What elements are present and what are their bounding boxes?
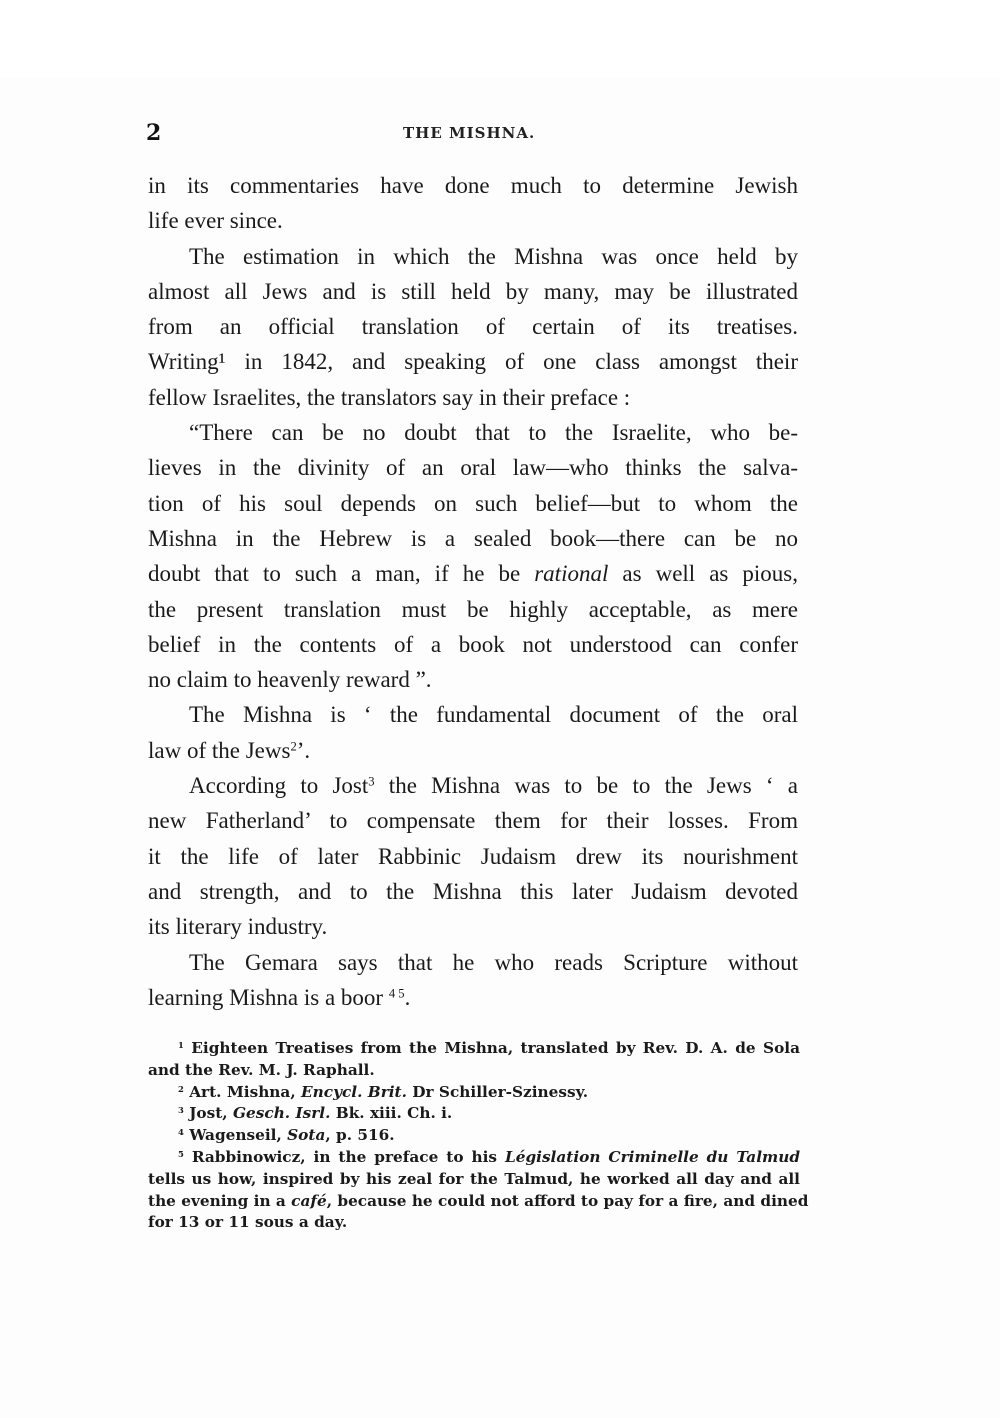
footnote-text: Jost, (189, 1104, 233, 1123)
footnotes (148, 1038, 809, 1234)
footnote-text: Dr Schiller-Szinessy. (406, 1082, 589, 1101)
text-line: belief in the contents of a book not understood can confer (148, 631, 798, 657)
footnote-5 (148, 1147, 800, 1169)
text-line: fellow Israelites, the translators say in their preface : (148, 384, 631, 410)
footnote-text: Wagenseil, (189, 1126, 288, 1145)
text-line: tion of his soul depends on such belief—but to whom the (148, 490, 798, 516)
footnote-ref[interactable]: 4 5 (388, 986, 405, 1001)
footnote-marker: 1 (178, 1039, 184, 1050)
text-line: no claim to heavenly reward ”. (148, 667, 432, 693)
footnote-marker: 3 (178, 1105, 184, 1116)
text-run: ’. (296, 737, 311, 763)
footnote-marker: 5 (178, 1148, 184, 1159)
text-run: . (404, 984, 411, 1010)
text-line-mixed (148, 980, 798, 1015)
text-line-mixed (148, 556, 798, 591)
italic-run: rational (534, 561, 609, 587)
footnote-text: Art. Mishna, (189, 1082, 301, 1101)
text-line-mixed (148, 733, 798, 768)
text-line: The Mishna is ‘ the fundamental document of the oral (189, 702, 798, 728)
page-number: 2 (146, 120, 162, 146)
text-run: doubt that to such a man, if he be (148, 561, 521, 587)
footnote-2 (148, 1082, 800, 1104)
text-run: learning Mishna is a boor (148, 984, 389, 1010)
footnote-5-cont (148, 1191, 809, 1213)
text-line: Mishna in the Hebrew is a sealed book—there can be no (148, 525, 798, 551)
paragraph (148, 768, 798, 944)
text-line-mixed (148, 768, 798, 803)
footnote-marker: 4 (178, 1127, 184, 1138)
footnote-5-cont: for 13 or 11 sous a day. (148, 1213, 348, 1232)
paragraph (148, 239, 798, 415)
text-line: The Gemara says that he who reads Scripture without (189, 949, 798, 975)
footnote-italic: Sota (287, 1126, 326, 1145)
text-line: Writing¹ in 1842, and speaking of one class amongst their (148, 349, 798, 375)
footnote-italic: Encycl. Brit. (301, 1082, 407, 1101)
footnote-1-cont: and the Rev. M. J. Raphall. (148, 1060, 375, 1079)
footnote-marker: 2 (178, 1083, 184, 1094)
text-run: According to Jost (189, 773, 369, 799)
paragraph (148, 168, 798, 239)
footnote-text: , p. 516. (325, 1126, 395, 1145)
text-line: new Fatherland’ to compensate them for their losses. From (148, 808, 798, 834)
text-line: it the life of later Rabbinic Judaism drew its nourishment (148, 843, 798, 869)
paragraph (148, 945, 798, 1016)
footnote-ref[interactable]: 2 (290, 739, 297, 754)
text-run: law of the Jews (148, 737, 291, 763)
footnote-text: the evening in a (148, 1191, 292, 1210)
text-line: “There can be no doubt that to the Israelite, who be- (189, 420, 798, 446)
footnote-text: Eighteen Treatises from the Mishna, translated by Rev. D. A. de Sola (191, 1039, 800, 1057)
text-line: almost all Jews and is still held by many, may be illustrated (148, 278, 798, 304)
text-run: as well as pious, (622, 561, 798, 587)
footnote-italic: Législation Criminelle du Talmud (504, 1147, 801, 1166)
text-line: life ever since. (148, 208, 283, 234)
footnote-text: Rabbinowicz, in the preface to his (191, 1147, 505, 1166)
text-line: the present translation must be highly acceptable, as mere (148, 596, 798, 622)
text-line: lieves in the divinity of an oral law—who thinks the salva- (148, 455, 798, 481)
text-line: its literary industry. (148, 914, 328, 940)
text-run: the Mishna was to be to the Jews ‘ a (374, 773, 798, 799)
text-line: The estimation in which the Mishna was once held by (189, 243, 798, 269)
footnote-italic: café (291, 1191, 327, 1210)
text-line: in its commentaries have done much to determine Jewish (148, 173, 798, 198)
footnote-3 (148, 1103, 800, 1125)
footnote-italic: Gesch. Isrl. (232, 1104, 331, 1123)
quotation-paragraph (148, 415, 798, 697)
footnote-text: , because he could not afford to pay for a fire, and dined (326, 1191, 809, 1210)
body-text (148, 168, 798, 1015)
running-title: THE MISHNA. (403, 124, 536, 142)
footnote-text: Bk. xiii. Ch. i. (330, 1104, 453, 1123)
footnote-ref[interactable]: 3 (368, 774, 375, 789)
paragraph (148, 697, 798, 768)
text-line: from an official translation of certain of its treatises. (148, 314, 798, 340)
footnote-5-cont: tells us how, inspired by his zeal for the Talmud, he worked all day and all (148, 1169, 800, 1188)
footnote-4 (148, 1125, 800, 1147)
text-line: and strength, and to the Mishna this later Judaism devoted (148, 878, 798, 904)
footnote-1 (148, 1038, 800, 1060)
